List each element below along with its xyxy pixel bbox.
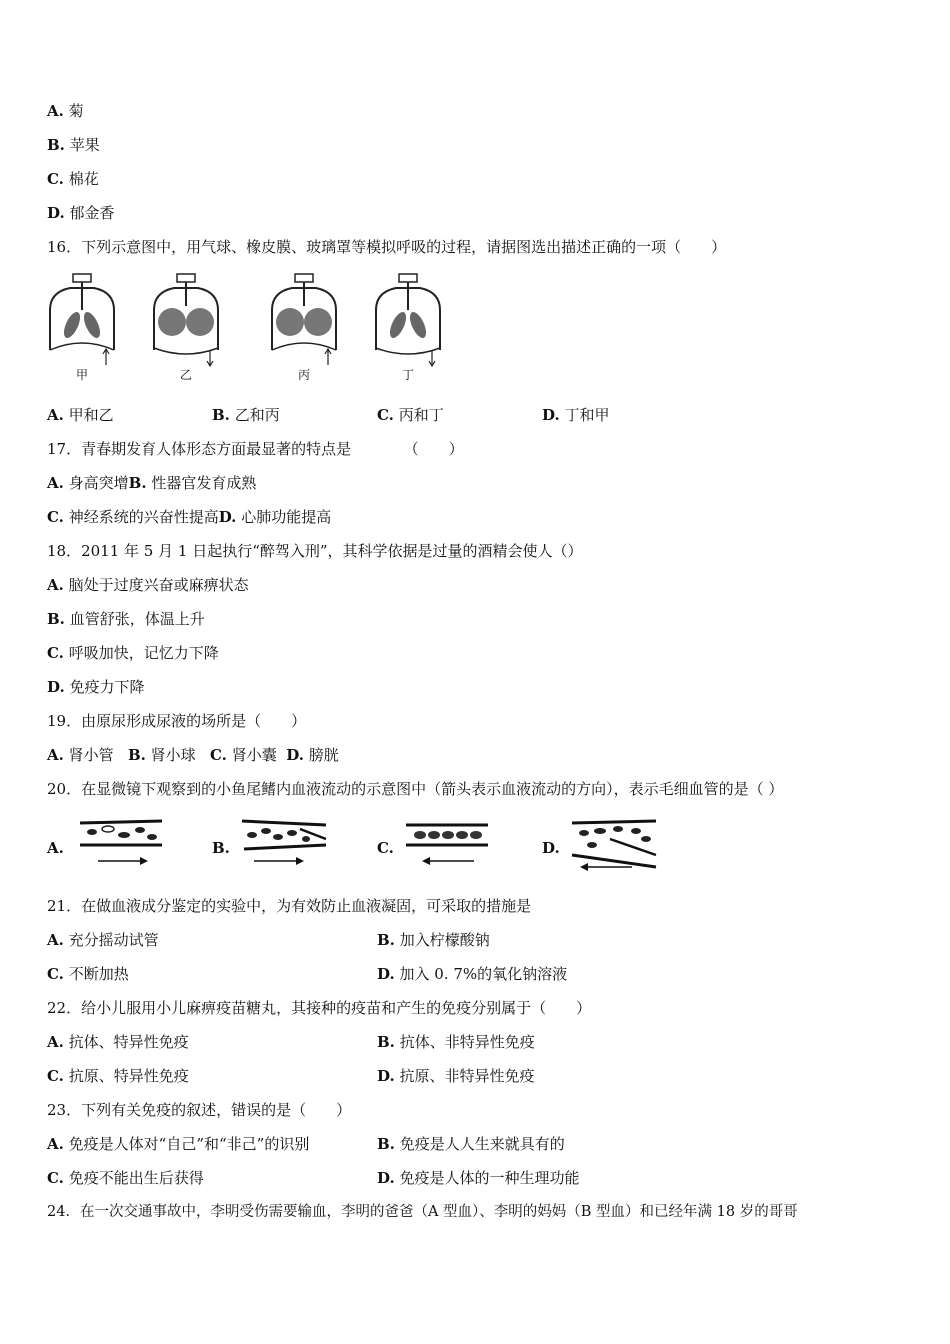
q20-vessels-diagram (78, 815, 678, 875)
q18-stem: 18．2011 年 5 月 1 日起执行“醉驾入刑”，其科学依据是过量的酒精会使人（） (47, 542, 583, 560)
q17-options-line2: C. 神经系统的兴奋性提高D. 心肺功能提高 (47, 508, 332, 526)
bell-jar-bing (272, 274, 336, 365)
q15-option-c: C. 棉花 (47, 170, 99, 188)
q20-blood-vessel-figures (78, 815, 678, 875)
q19-options: A. 肾小管 B. 肾小球 C. 肾小囊 D. 膀胱 (47, 746, 339, 764)
q17-options-line1: A. 身高突增B. 性器官发育成熟 (47, 474, 257, 492)
q21-stem: 21．在做血液成分鉴定的实验中，为有效防止血液凝固，可采取的措施是 (47, 897, 532, 915)
q16-bell-jar-diagram (44, 270, 464, 385)
q18-option-a: A. 脑处于过度兴奋或麻痹状态 (47, 576, 249, 594)
vessel-b (242, 821, 326, 865)
bell-jar-label-yi: 乙 (180, 368, 193, 382)
q24-stem: 24．在一次交通事故中，李明受伤需要输血，李明的爸爸（A 型血）、李明的妈妈（B 型血）和已经年满 18 岁的哥哥 (47, 1204, 798, 1220)
bell-jar-yi (154, 274, 218, 366)
q22-stem: 22．给小儿服用小儿麻痹疫苗糖丸，其接种的疫苗和产生的免疫分别属于（ ） (47, 999, 592, 1017)
q15-option-d: D. 郁金香 (47, 204, 115, 222)
q20-option-c-label: C. (377, 839, 394, 857)
bell-jar-jia (50, 274, 114, 365)
q16-stem: 16．下列示意图中，用气球、橡皮膜、玻璃罩等模拟呼吸的过程，请据图选出描述正确的一项（ ） (47, 238, 727, 256)
q19-stem: 19．由原尿形成尿液的场所是（ ） (47, 712, 307, 730)
q20-option-d-label: D. (542, 839, 560, 857)
q18-option-b: B. 血管舒张，体温上升 (47, 610, 205, 628)
q23-stem: 23．下列有关免疫的叙述，错误的是（ ） (47, 1101, 352, 1119)
q16-bell-jar-figure (44, 270, 464, 385)
bell-jar-label-jia: 甲 (76, 368, 89, 382)
q20-option-a-label: A. (47, 839, 64, 857)
vessel-d (572, 821, 656, 871)
bell-jar-label-ding: 丁 (402, 368, 415, 382)
q15-option-a: A. 菊 (47, 102, 84, 120)
bell-jar-label-bing: 丙 (298, 368, 311, 382)
q18-option-d: D. 免疫力下降 (47, 678, 145, 696)
q20-option-b-label: B. (212, 839, 230, 857)
vessel-c (406, 825, 488, 865)
bell-jar-ding (376, 274, 440, 366)
q17-stem: 17．青春期发育人体形态方面最显著的特点是 （ ） (47, 440, 464, 458)
vessel-a (80, 821, 162, 865)
q18-option-c: C. 呼吸加快，记忆力下降 (47, 644, 219, 662)
q15-option-b: B. 苹果 (47, 136, 100, 154)
q20-stem: 20．在显微镜下观察到的小鱼尾鳍内血液流动的示意图中（箭头表示血液流动的方向），表示毛细血管的是（ ） (47, 780, 784, 798)
